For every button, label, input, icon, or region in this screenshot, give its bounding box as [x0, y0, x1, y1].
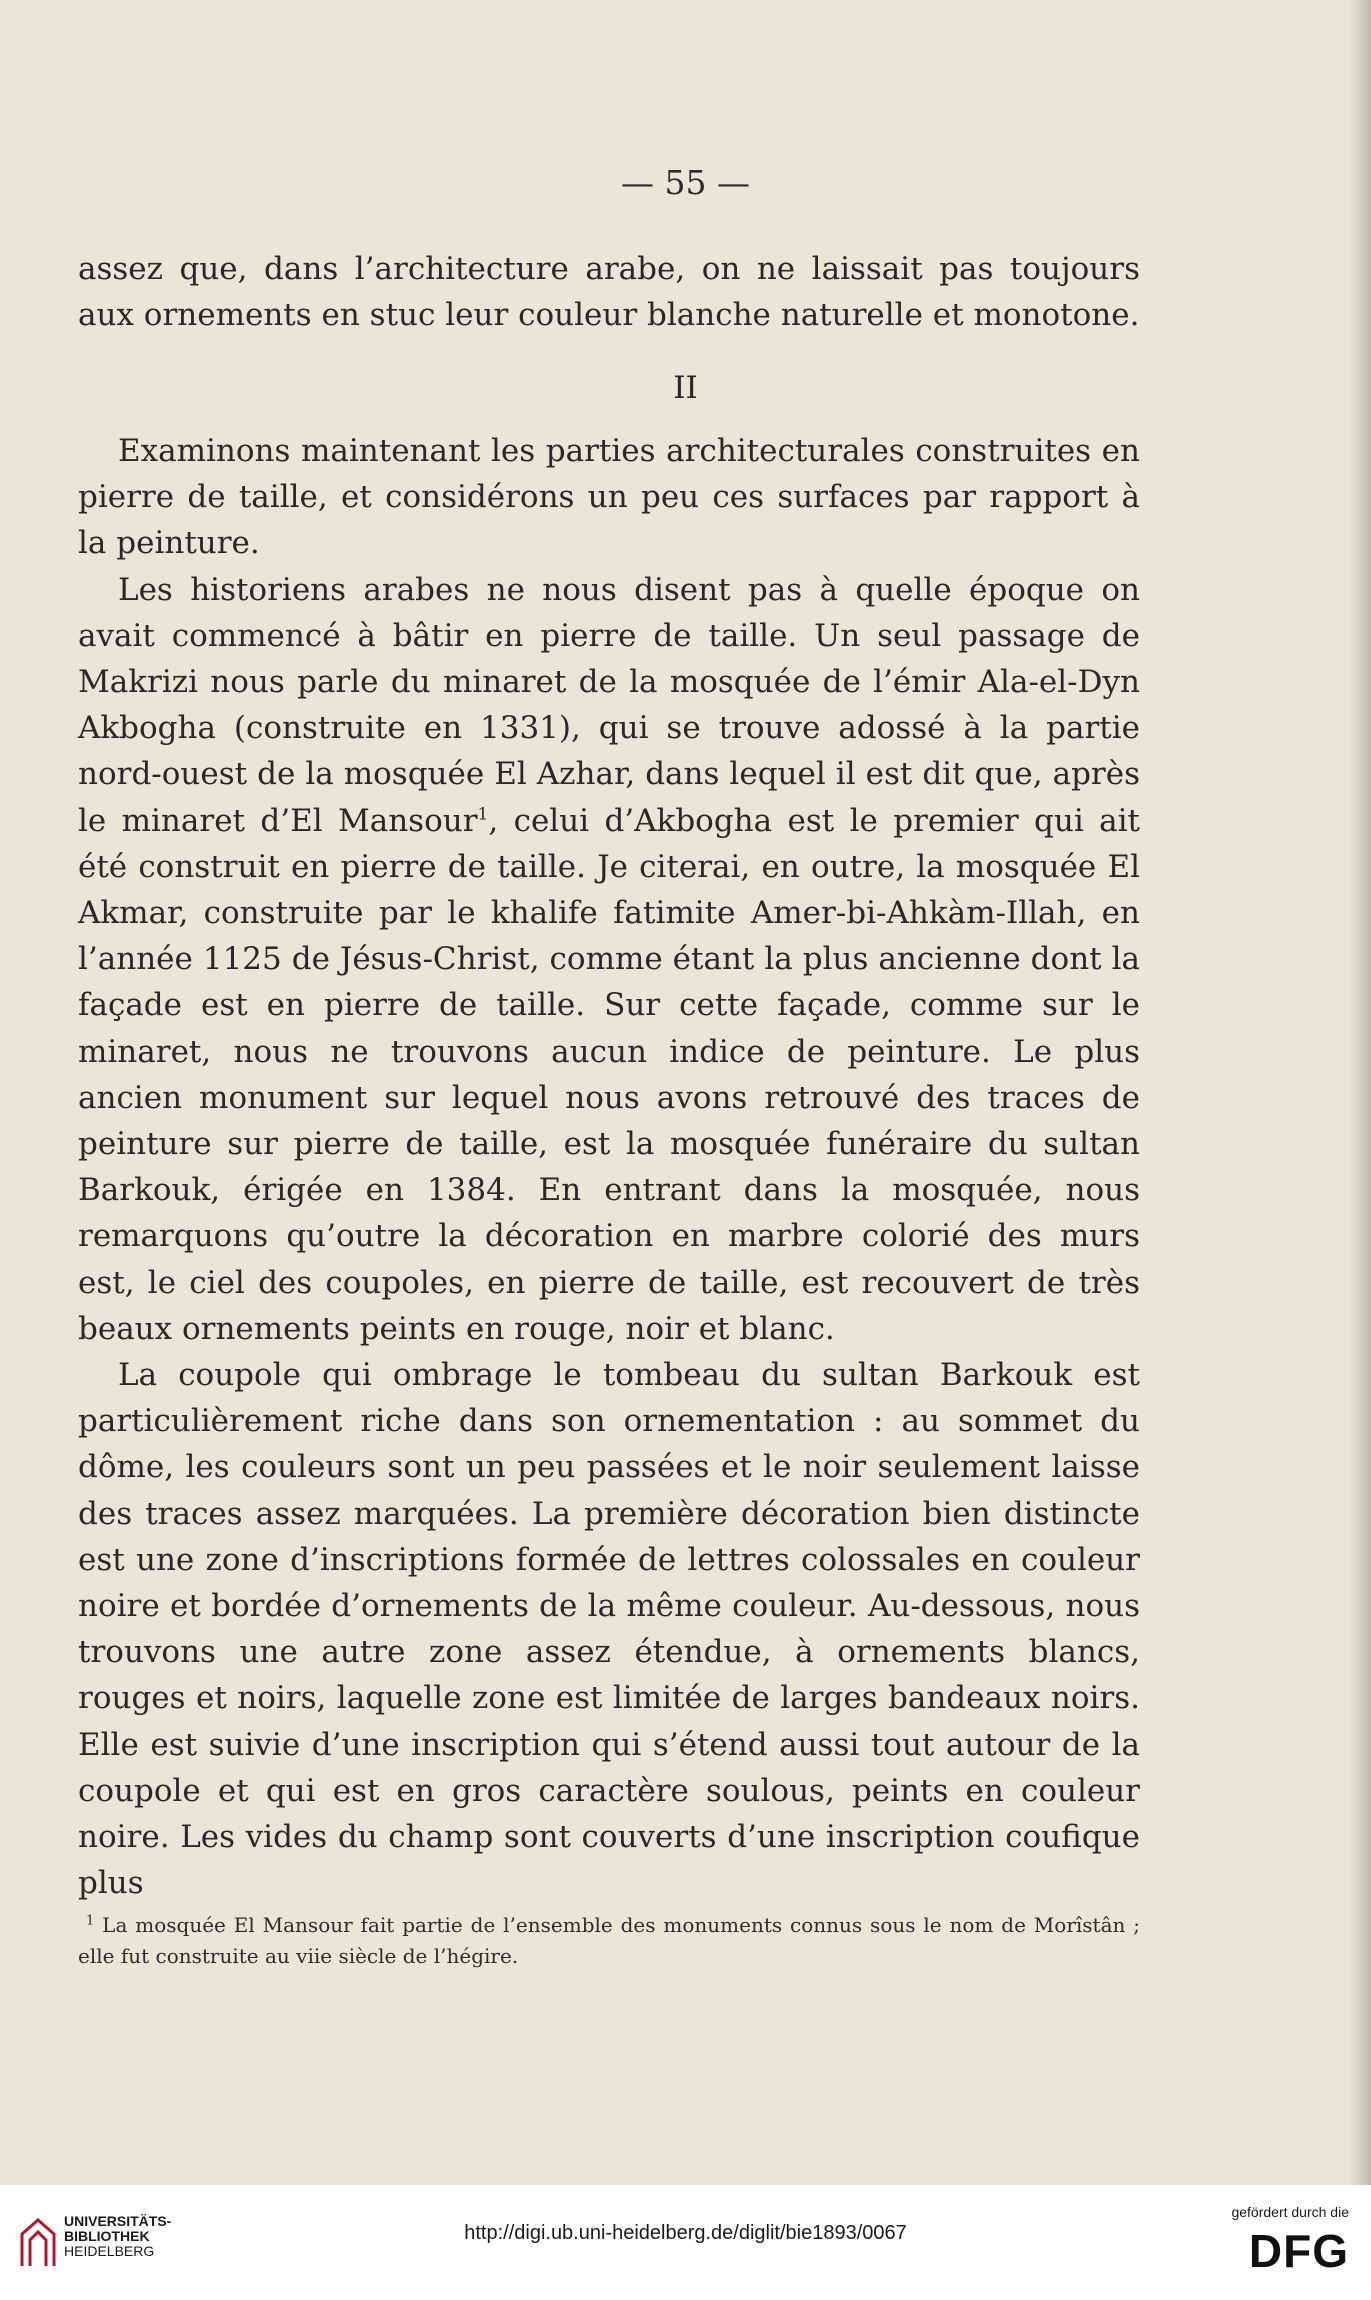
- paragraph-continued: assez que, dans l’architecture arabe, on ne laissait pas toujours aux ornements en stuc leur couleur blanche naturelle et monotone.: [78, 251, 1140, 334]
- page-number: — 55 —: [621, 163, 750, 202]
- footnote-reference[interactable]: 1: [477, 804, 489, 825]
- footnote-mark: 1: [86, 1913, 95, 1929]
- paragraph: La coupole qui ombrage le tombeau du sultan Barkouk est particulièrement riche dans son ornementation : au sommet du dôme, les couleurs sont un peu passées et le noir seulement laisse des traces assez marquées. La première décoration bien distincte est une zone d’inscriptions formée de lettres colossales en couleur noire et bordée d’ornements de la même couleur. Au-dessous, nous trouvons une autre zone assez étendue, à ornements blancs, rouges et noirs, laquelle zone est limitée de larges bandeaux noirs. Elle est suivie d’une inscription qui s’étend aussi tout autour de la coupole et qui est en gros caractère soulous, peints en couleur noire. Les vides du champ sont couverts d’une inscription coufique plus: [78, 1357, 1140, 1902]
- library-name-line: HEIDELBERG: [64, 2243, 155, 2259]
- library-name-line: UNIVERSITÄTS-: [64, 2213, 172, 2229]
- paragraph: Examinons maintenant les parties architecturales construites en pierre de taille, et considérons un peu ces surfaces par rapport à la peinture.: [78, 433, 1140, 562]
- paragraph: [78, 567, 1140, 1352]
- text-block-main: [78, 428, 1140, 1907]
- footnote: [78, 1910, 1140, 1972]
- section-heading: II: [673, 370, 698, 406]
- sponsor-label: gefördert durch die: [1231, 2204, 1349, 2220]
- footnotes: [78, 1910, 1140, 1972]
- paragraph-text: , celui d’Akbogha est le premier qui ait été construit en pierre de taille. Je citerai, en outre, la mosquée El Akmar, construite par le khalife fatimite Amer-bi-Ahkàm-Illah, en l’année 1125 de Jésus-Christ, comme étant la plus ancienne dont la façade est en pierre de taille. Sur cette façade, comme sur le minaret, nous ne trouvons aucun indice de peinture. Le plus ancien monument sur lequel nous avons retrouvé des traces de peinture sur pierre de taille, est la mosquée funéraire du sultan Barkouk, érigée en 1384. En entrant dans la mosquée, nous remarquons qu’outre la décoration en marbre colorié des murs est, le ciel des coupoles, en pierre de taille, est recouvert de très beaux ornements peints en rouge, noir et blanc.: [78, 802, 1140, 1347]
- page-edge-shadow: [1349, 0, 1371, 2185]
- footnote-text: La mosquée El Mansour fait partie de l’ensemble des monuments connus sous le nom de Morîstân ; elle fut construite au viie siècle de l’hégire.: [78, 1913, 1140, 1968]
- library-name-line: BIBLIOTHEK: [64, 2228, 150, 2244]
- text-block-top: [78, 246, 1140, 338]
- document-url-link[interactable]: http://digi.ub.uni-heidelberg.de/diglit/bie1893/0067: [464, 2222, 907, 2244]
- dfg-logo[interactable]: DFG: [1248, 2225, 1349, 2277]
- paragraph-text: Les historiens arabes ne nous disent pas à quelle époque on avait commencé à bâtir en pierre de taille. Un seul passage de Makrizi nous parle du minaret de la mosquée de l’émir Ala-el-Dyn Akbogha (construite en 1331), qui se trouve adossé à la partie nord-ouest de la mosquée El Azhar, dans lequel il est dit que, après le minaret d’El Mansour: [78, 571, 1140, 839]
